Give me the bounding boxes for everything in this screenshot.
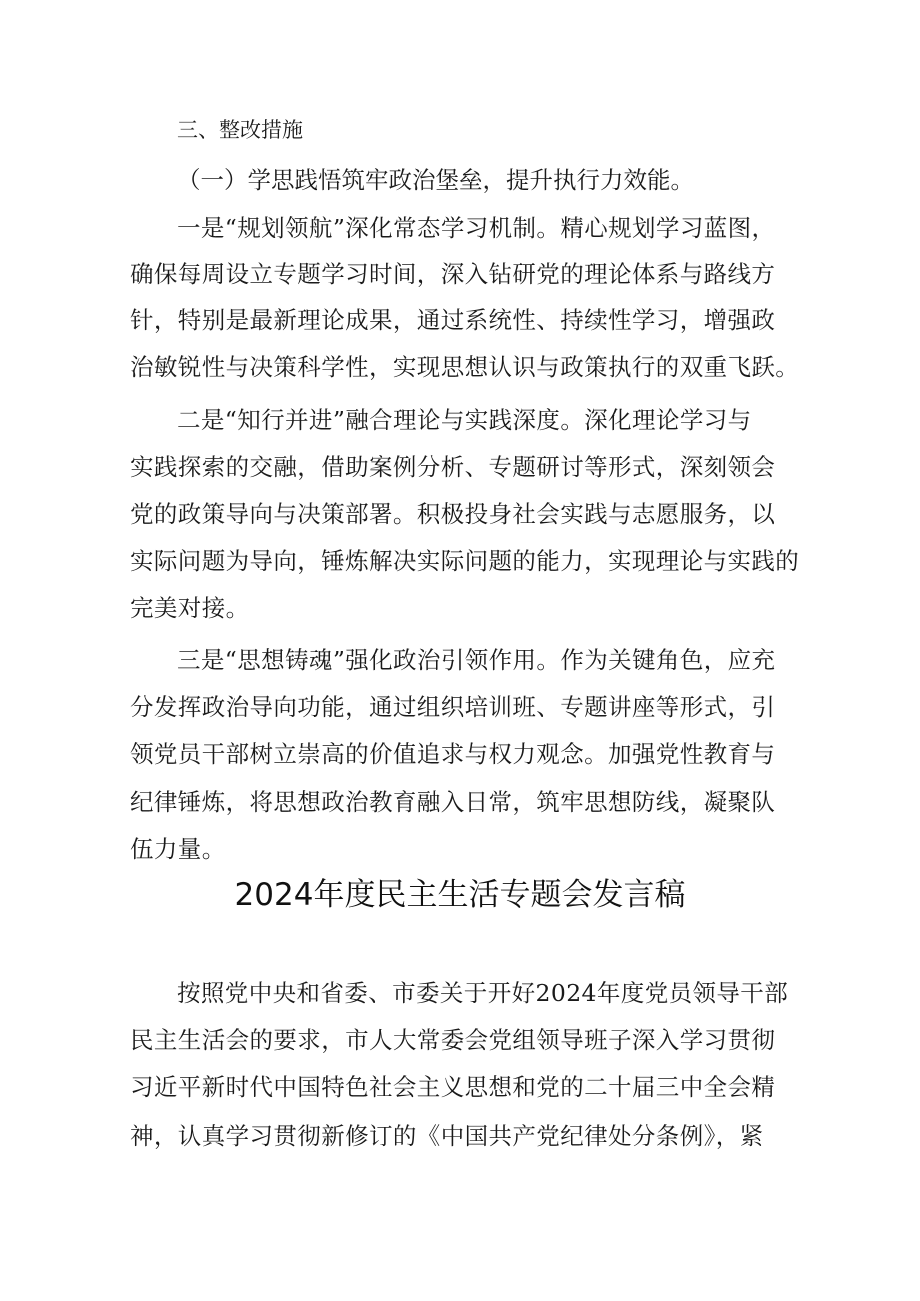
paragraph-3-line-1: 三是“思想铸魂”强化政治引领作用。作为关键角色，应充: [177, 646, 776, 674]
paragraph-1-line-2: 确保每周设立专题学习时间，深入钻研党的理论体系与路线方: [130, 260, 776, 288]
paragraph-2-line-3: 党的政策导向与决策部署。积极投身社会实践与志愿服务，以: [130, 500, 776, 528]
sub-heading: （一）学思践悟筑牢政治堡垒，提升执行力效能。: [177, 166, 694, 194]
intro-line-1: 按照党中央和省委、市委关于开好2024年度党员领导干部: [177, 979, 789, 1007]
paragraph-2-line-5: 完美对接。: [130, 594, 250, 622]
intro-line-3: 习近平新时代中国特色社会主义思想和党的二十届三中全会精: [130, 1073, 776, 1101]
paragraph-3-line-3: 领党员干部树立崇高的价值追求与权力观念。加强党性教育与: [130, 740, 776, 768]
paragraph-1-line-3: 针，特别是最新理论成果，通过系统性、持续性学习，增强政: [130, 306, 776, 334]
paragraph-2-line-4: 实际问题为导向，锤炼解决实际问题的能力，实现理论与实践的: [130, 547, 800, 575]
paragraph-3-line-2: 分发挥政治导向功能，通过组织培训班、专题讲座等形式，引: [130, 693, 776, 721]
paragraph-2-line-2: 实践探索的交融，借助案例分析、专题研讨等形式，深刻领会: [130, 453, 776, 481]
intro-line-4: 神，认真学习贯彻新修订的《中国共产党纪律处分条例》，紧: [130, 1122, 764, 1150]
document-title: 2024年度民主生活专题会发言稿: [234, 877, 686, 913]
paragraph-3-line-4: 纪律锤炼，将思想政治教育融入日常，筑牢思想防线，凝聚队: [130, 788, 776, 816]
intro-line-2: 民主生活会的要求，市人大常委会党组领导班子深入学习贯彻: [130, 1026, 776, 1054]
paragraph-1-line-4: 治敏锐性与决策科学性，实现思想认识与政策执行的双重飞跃。: [130, 353, 800, 381]
paragraph-2-line-1: 二是“知行并进”融合理论与实践深度。深化理论学习与: [177, 406, 752, 434]
paragraph-1-line-1: 一是“规划领航”深化常态学习机制。精心规划学习蓝图，: [177, 214, 776, 242]
paragraph-3-line-5: 伍力量。: [130, 835, 226, 863]
section-heading: 三、整改措施: [177, 118, 303, 142]
